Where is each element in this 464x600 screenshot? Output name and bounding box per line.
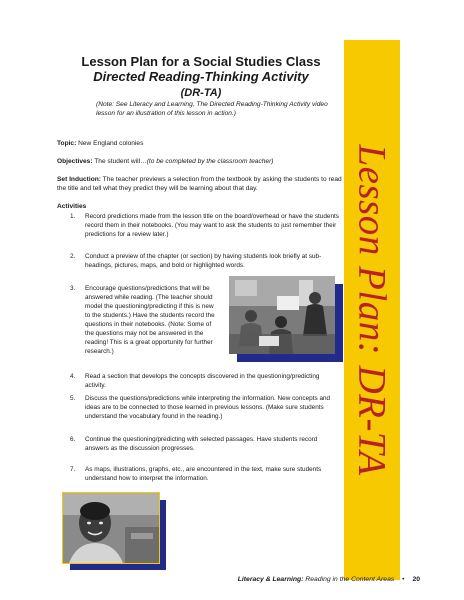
page-abbr: (DR-TA) — [180, 87, 222, 99]
page-title: Lesson Plan for a Social Studies Class — [81, 54, 321, 69]
topic-text: New England colonies — [76, 140, 144, 147]
classroom-photo — [229, 276, 335, 354]
activity-number: 4. — [70, 373, 76, 380]
objectives-note: (to be completed by the classroom teacher) — [146, 158, 274, 165]
lesson-header — [60, 54, 342, 100]
page-number: 20 — [412, 576, 420, 583]
activity-text: Encourage questions/predictions that will be answered while reading. (The teacher should model the questioning/predicting if this is new to the students.) Have the students record the questions in their notebooks. (Note: Some of the questions may not be answered in the reading! This is a great opportunity for further research.) — [85, 285, 215, 355]
footer-bullet: • — [402, 576, 405, 583]
activity-number: 6. — [70, 436, 76, 443]
page-footer — [180, 576, 420, 583]
page-subtitle: Directed Reading-Thinking Activity — [93, 69, 309, 84]
activity-number: 2. — [70, 253, 76, 260]
topic-label: Topic: — [57, 140, 77, 147]
activity-text: As maps, illustrations, graphs, etc., are encountered in the text, make sure students understand how to interpret the information. — [85, 466, 322, 482]
activity-text: Discuss the questions/predictions while interpreting the information. New concepts and ideas are to be connected to those learned in previous lessons. (Make sure students understand the vocabulary found in the reading.) — [85, 395, 331, 420]
activity-text: Conduct a preview of the chapter (or section) by having students look briefly at sub-headings, pictures, maps, and bold or highlighted words. — [85, 253, 322, 269]
activity-number: 3. — [70, 285, 76, 292]
objectives-text: The student will… — [92, 158, 147, 165]
set-induction-text: The teacher previews a selection from the textbook by asking the students to read the title and tell what they predict they will be learning about that day. — [57, 176, 342, 192]
set-induction — [57, 175, 347, 193]
student-photo-image — [63, 493, 159, 563]
footer-series: Literacy & Learning: — [237, 576, 304, 583]
set-induction-label: Set Induction: — [57, 176, 101, 183]
activities-heading: Activities — [57, 203, 87, 210]
objectives-label: Objectives: — [57, 158, 93, 165]
video-note: (Note: See Literacy and Learning, The Directed Reading-Thinking Activity video lesson for an illustration of this lesson in action.) — [96, 101, 328, 117]
student-photo — [62, 492, 160, 564]
activity-number: 5. — [70, 395, 76, 402]
topic-line — [57, 139, 143, 148]
activity-text: Record predictions made from the lesson title on the board/overhead or have the students record them in their notebooks. (You may want to ask the students to just remember their predictions for a review later.) — [85, 213, 339, 238]
activity-number: 1. — [70, 213, 76, 220]
footer-subtitle: Reading in the Content Areas — [303, 576, 395, 583]
side-title: Lesson Plan: DR-TA — [350, 144, 394, 476]
activity-number: 7. — [70, 466, 76, 473]
objectives-line — [57, 157, 274, 166]
activity-text: Read a section that develops the concepts discovered in the questioning/predicting activity. — [85, 373, 320, 389]
classroom-photo-image — [229, 276, 335, 354]
activity-text: Continue the questioning/predicting with selected passages. Have students record answers as the discussion progresses. — [85, 436, 318, 452]
